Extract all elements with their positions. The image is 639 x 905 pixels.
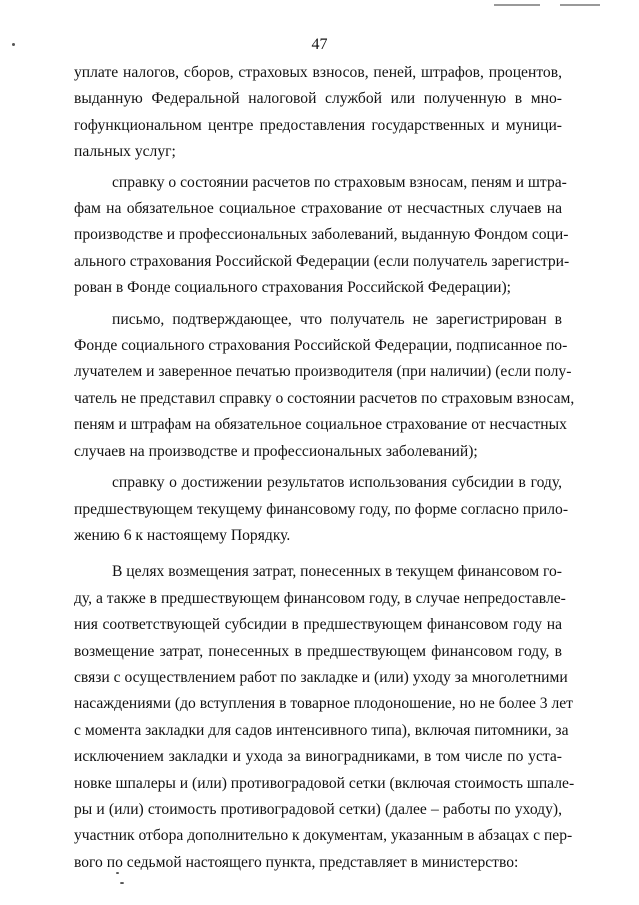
scan-speck <box>120 882 124 884</box>
text-line: связи с осуществлением работ по закладке и (или) уходу за многолетними <box>74 668 568 686</box>
text-line: ду, а также в предшествующем финансовом году, в случае непредоставле- <box>74 589 566 607</box>
text-line: вого по седьмой настоящего пункта, представляет в министерство: <box>74 853 519 871</box>
text-line: участник отбора дополнительно к документам, указанным в абзацах с пер- <box>74 827 573 845</box>
text-line: предшествующем текущему финансовому году, по форме согласно прило- <box>74 500 569 518</box>
paragraph <box>74 470 569 549</box>
text-line: чатель не представил справку о состоянии расчетов по страховым взносам, <box>74 389 575 407</box>
paragraph <box>74 559 575 876</box>
text-line: справку о состоянии расчетов по страховым взносам, пеням и штра- <box>112 173 567 191</box>
text-line: справку о достижении результатов использования субсидии в году, <box>112 474 562 492</box>
text-line: ры и (или) стоимость противоградовой сетки) (далее – работы по уходу), <box>74 800 562 818</box>
text-line: исключением закладки и ухода за виноградниками, в том числе по уста- <box>74 748 562 766</box>
text-line: гофункциональном центре предоставления государственных и муници- <box>74 116 562 134</box>
text-line: фам на обязательное социальное страхование от несчастных случаев на <box>74 200 562 218</box>
text-line: уплате налогов, сборов, страховых взносов, пеней, штрафов, процентов, <box>74 64 562 81</box>
document-body <box>74 60 575 876</box>
text-line: рован в Фонде социального страхования Российской Федерации); <box>74 279 511 297</box>
text-line: жению 6 к настоящему Порядку. <box>74 526 291 544</box>
text-line: выданную Федеральной налоговой службой или полученную в мно- <box>74 90 562 108</box>
paragraph <box>74 307 575 465</box>
page-number: 47 <box>311 36 328 53</box>
text-line: Фонде социального страхования Российской Федерации, подписанное по- <box>74 337 568 355</box>
text-line: письмо, подтверждающее, что получатель не зарегистрирован в <box>112 310 562 328</box>
text-line: ния соответствующей субсидии в предшествующем финансовом году на <box>74 616 562 634</box>
text-line: пеням и штрафам на обязательное социальное страхование от несчастных <box>74 416 567 434</box>
text-line: лучателем и заверенное печатью производителя (при наличии) (если полу- <box>74 363 572 381</box>
paragraph <box>74 60 562 166</box>
text-line: В целях возмещения затрат, понесенных в текущем финансовом го- <box>112 563 562 581</box>
paragraph <box>74 170 570 302</box>
text-line: с момента закладки для садов интенсивного типа), включая питомники, за <box>74 721 569 739</box>
text-line: возмещение затрат, понесенных в предшествующем финансовом году, в <box>74 642 562 660</box>
text-line: пальных услуг; <box>74 143 176 161</box>
scan-mark <box>494 4 540 6</box>
text-line: новке шпалеры и (или) противоградовой сетки (включая стоимость шпале- <box>74 774 575 792</box>
scan-mark <box>560 4 600 6</box>
text-line: случаев на производстве и профессиональных заболеваний); <box>74 442 478 460</box>
text-line: производстве и профессиональных заболеваний, выданную Фондом соци- <box>74 226 569 244</box>
text-line: насаждениями (до вступления в товарное плодоношение, но не более 3 лет <box>74 695 573 713</box>
text-line: ального страхования Российской Федерации (если получатель зарегистри- <box>74 252 570 270</box>
